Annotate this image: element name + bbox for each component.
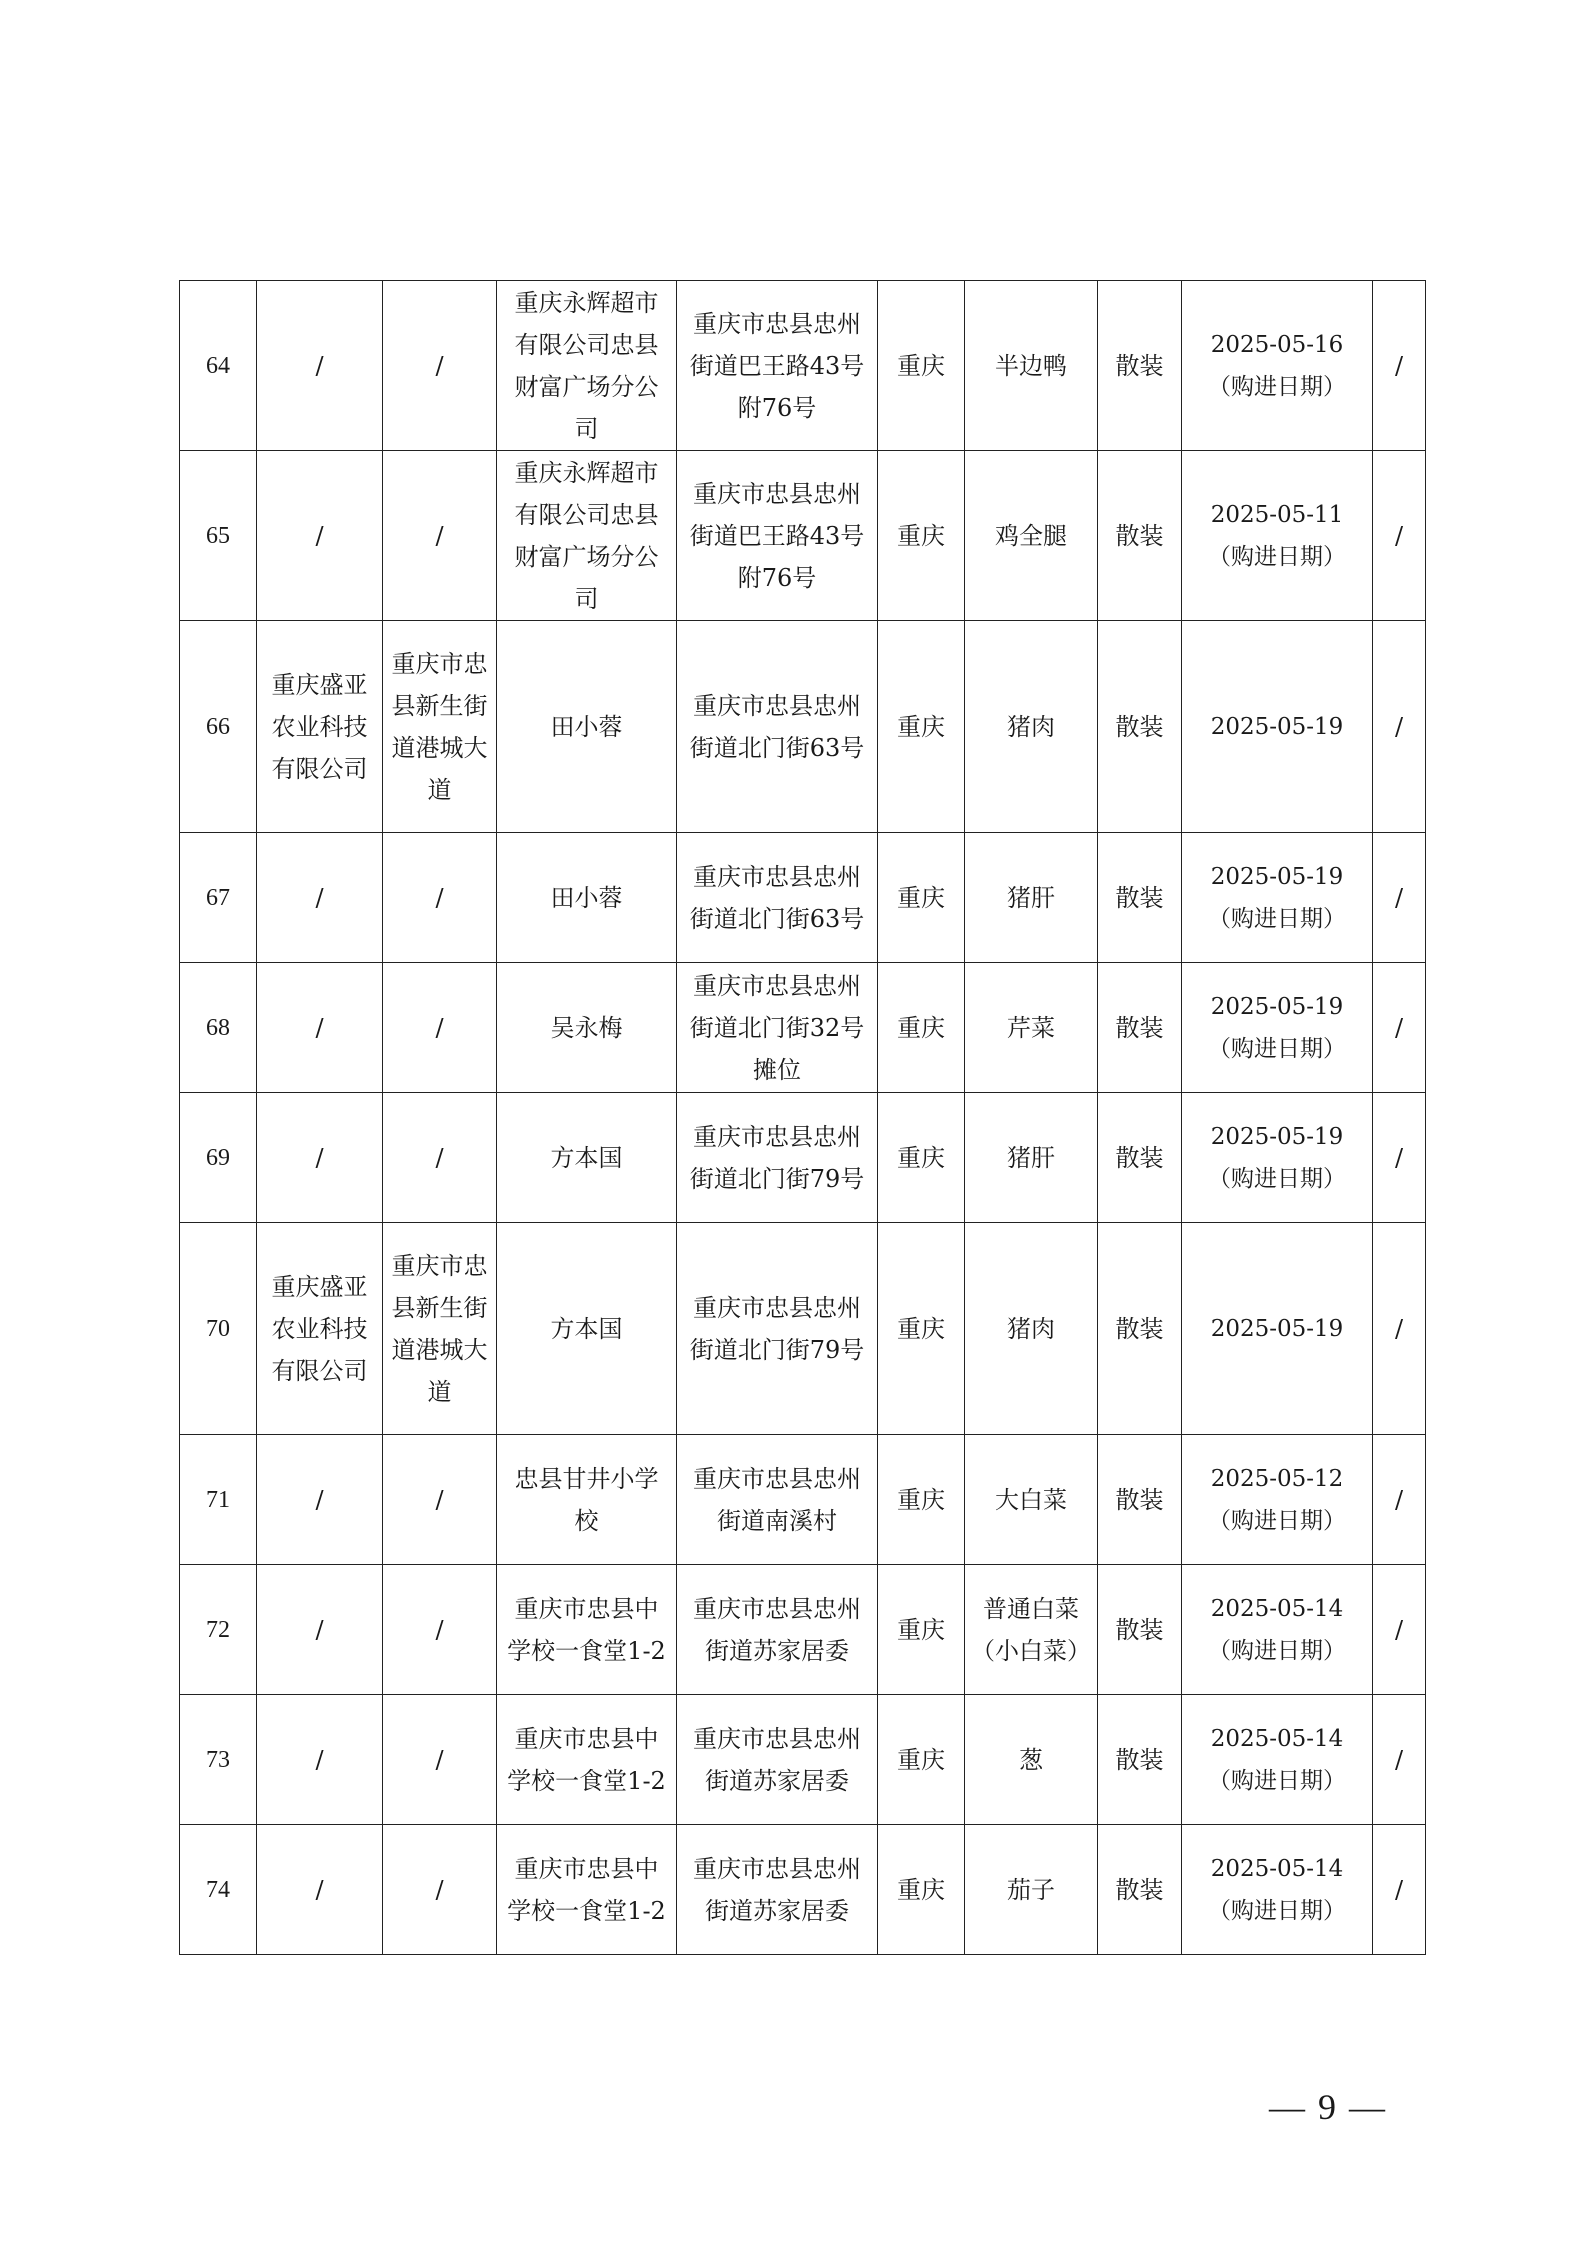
cell-date: 2025-05-12（购进日期） — [1182, 1435, 1373, 1565]
cell-extra: / — [1373, 451, 1426, 621]
cell-specification: 散装 — [1098, 1565, 1182, 1695]
cell-serial-number: 74 — [180, 1825, 257, 1955]
cell-sampled-unit-address: 重庆市忠县忠州街道苏家居委 — [677, 1695, 878, 1825]
cell-serial-number: 70 — [180, 1223, 257, 1435]
cell-region: 重庆 — [878, 1093, 965, 1223]
cell-manufacturer: / — [257, 1435, 383, 1565]
table-row — [180, 1695, 1426, 1825]
cell-serial-number: 71 — [180, 1435, 257, 1565]
cell-extra: / — [1373, 1695, 1426, 1825]
cell-sampled-unit-address: 重庆市忠县忠州街道北门街63号 — [677, 621, 878, 833]
cell-food-name: 普通白菜（小白菜） — [965, 1565, 1098, 1695]
cell-manufacturer-address: / — [383, 281, 497, 451]
cell-specification: 散装 — [1098, 621, 1182, 833]
cell-date: 2025-05-19（购进日期） — [1182, 833, 1373, 963]
cell-region: 重庆 — [878, 963, 965, 1093]
cell-date: 2025-05-16（购进日期） — [1182, 281, 1373, 451]
cell-date: 2025-05-19 — [1182, 1223, 1373, 1435]
cell-sampled-unit-address: 重庆市忠县忠州街道巴王路43号附76号 — [677, 281, 878, 451]
cell-sampled-unit: 重庆永辉超市有限公司忠县财富广场分公司 — [497, 281, 677, 451]
table-row — [180, 1825, 1426, 1955]
table-row — [180, 621, 1426, 833]
table-row — [180, 833, 1426, 963]
cell-extra: / — [1373, 1435, 1426, 1565]
cell-serial-number: 73 — [180, 1695, 257, 1825]
cell-food-name: 葱 — [965, 1695, 1098, 1825]
cell-sampled-unit: 忠县甘井小学校 — [497, 1435, 677, 1565]
cell-sampled-unit: 田小蓉 — [497, 621, 677, 833]
cell-food-name: 猪肉 — [965, 1223, 1098, 1435]
cell-region: 重庆 — [878, 1825, 965, 1955]
cell-sampled-unit-address: 重庆市忠县忠州街道北门街79号 — [677, 1223, 878, 1435]
cell-serial-number: 69 — [180, 1093, 257, 1223]
cell-manufacturer-address: / — [383, 1435, 497, 1565]
cell-serial-number: 66 — [180, 621, 257, 833]
cell-sampled-unit: 吴永梅 — [497, 963, 677, 1093]
cell-manufacturer: / — [257, 963, 383, 1093]
table-body — [180, 281, 1426, 1955]
cell-extra: / — [1373, 621, 1426, 833]
cell-extra: / — [1373, 281, 1426, 451]
cell-food-name: 鸡全腿 — [965, 451, 1098, 621]
cell-manufacturer-address: / — [383, 963, 497, 1093]
cell-manufacturer: / — [257, 281, 383, 451]
cell-manufacturer-address: / — [383, 833, 497, 963]
cell-specification: 散装 — [1098, 963, 1182, 1093]
cell-manufacturer-address: 重庆市忠县新生街道港城大道 — [383, 621, 497, 833]
cell-date: 2025-05-19（购进日期） — [1182, 1093, 1373, 1223]
cell-food-name: 大白菜 — [965, 1435, 1098, 1565]
cell-region: 重庆 — [878, 1565, 965, 1695]
cell-specification: 散装 — [1098, 1825, 1182, 1955]
cell-specification: 散装 — [1098, 833, 1182, 963]
cell-manufacturer: / — [257, 1825, 383, 1955]
cell-food-name: 猪肝 — [965, 1093, 1098, 1223]
cell-manufacturer-address: / — [383, 451, 497, 621]
cell-food-name: 猪肉 — [965, 621, 1098, 833]
table-row — [180, 1223, 1426, 1435]
table-row — [180, 281, 1426, 451]
cell-extra: / — [1373, 833, 1426, 963]
cell-manufacturer: 重庆盛亚农业科技有限公司 — [257, 1223, 383, 1435]
cell-food-name: 茄子 — [965, 1825, 1098, 1955]
cell-manufacturer-address: / — [383, 1565, 497, 1695]
cell-region: 重庆 — [878, 621, 965, 833]
cell-region: 重庆 — [878, 281, 965, 451]
page-number: — 9 — — [1269, 2087, 1387, 2127]
cell-date: 2025-05-14（购进日期） — [1182, 1565, 1373, 1695]
table-row — [180, 963, 1426, 1093]
cell-serial-number: 72 — [180, 1565, 257, 1695]
cell-serial-number: 67 — [180, 833, 257, 963]
cell-sampled-unit: 方本国 — [497, 1223, 677, 1435]
cell-specification: 散装 — [1098, 281, 1182, 451]
cell-region: 重庆 — [878, 1695, 965, 1825]
cell-sampled-unit: 重庆市忠县中学校一食堂1-2 — [497, 1695, 677, 1825]
table-row — [180, 1435, 1426, 1565]
cell-manufacturer-address: / — [383, 1093, 497, 1223]
cell-extra: / — [1373, 1223, 1426, 1435]
cell-sampled-unit: 方本国 — [497, 1093, 677, 1223]
cell-manufacturer: / — [257, 1565, 383, 1695]
cell-food-name: 芹菜 — [965, 963, 1098, 1093]
cell-region: 重庆 — [878, 1435, 965, 1565]
cell-specification: 散装 — [1098, 1695, 1182, 1825]
cell-date: 2025-05-14（购进日期） — [1182, 1825, 1373, 1955]
cell-sampled-unit: 重庆市忠县中学校一食堂1-2 — [497, 1565, 677, 1695]
cell-serial-number: 68 — [180, 963, 257, 1093]
cell-specification: 散装 — [1098, 1435, 1182, 1565]
cell-specification: 散装 — [1098, 451, 1182, 621]
cell-sampled-unit-address: 重庆市忠县忠州街道南溪村 — [677, 1435, 878, 1565]
cell-date: 2025-05-11（购进日期） — [1182, 451, 1373, 621]
cell-manufacturer: / — [257, 1695, 383, 1825]
cell-date: 2025-05-14（购进日期） — [1182, 1695, 1373, 1825]
cell-sampled-unit-address: 重庆市忠县忠州街道巴王路43号附76号 — [677, 451, 878, 621]
cell-region: 重庆 — [878, 1223, 965, 1435]
cell-date: 2025-05-19 — [1182, 621, 1373, 833]
cell-region: 重庆 — [878, 451, 965, 621]
cell-sampled-unit: 田小蓉 — [497, 833, 677, 963]
cell-serial-number: 65 — [180, 451, 257, 621]
cell-food-name: 猪肝 — [965, 833, 1098, 963]
cell-food-name: 半边鸭 — [965, 281, 1098, 451]
cell-sampled-unit-address: 重庆市忠县忠州街道北门街32号摊位 — [677, 963, 878, 1093]
cell-serial-number: 64 — [180, 281, 257, 451]
cell-sampled-unit-address: 重庆市忠县忠州街道苏家居委 — [677, 1825, 878, 1955]
sampling-table — [179, 280, 1426, 1955]
table-row — [180, 451, 1426, 621]
cell-date: 2025-05-19（购进日期） — [1182, 963, 1373, 1093]
cell-extra: / — [1373, 1565, 1426, 1695]
cell-extra: / — [1373, 963, 1426, 1093]
cell-manufacturer: / — [257, 451, 383, 621]
cell-manufacturer: / — [257, 1093, 383, 1223]
table-row — [180, 1565, 1426, 1695]
cell-sampled-unit-address: 重庆市忠县忠州街道北门街79号 — [677, 1093, 878, 1223]
cell-manufacturer-address: / — [383, 1695, 497, 1825]
cell-specification: 散装 — [1098, 1223, 1182, 1435]
cell-sampled-unit-address: 重庆市忠县忠州街道北门街63号 — [677, 833, 878, 963]
cell-sampled-unit: 重庆市忠县中学校一食堂1-2 — [497, 1825, 677, 1955]
cell-manufacturer-address: 重庆市忠县新生街道港城大道 — [383, 1223, 497, 1435]
cell-sampled-unit: 重庆永辉超市有限公司忠县财富广场分公司 — [497, 451, 677, 621]
cell-manufacturer: 重庆盛亚农业科技有限公司 — [257, 621, 383, 833]
cell-manufacturer-address: / — [383, 1825, 497, 1955]
table-row — [180, 1093, 1426, 1223]
cell-manufacturer: / — [257, 833, 383, 963]
cell-extra: / — [1373, 1825, 1426, 1955]
cell-region: 重庆 — [878, 833, 965, 963]
cell-sampled-unit-address: 重庆市忠县忠州街道苏家居委 — [677, 1565, 878, 1695]
cell-specification: 散装 — [1098, 1093, 1182, 1223]
cell-extra: / — [1373, 1093, 1426, 1223]
